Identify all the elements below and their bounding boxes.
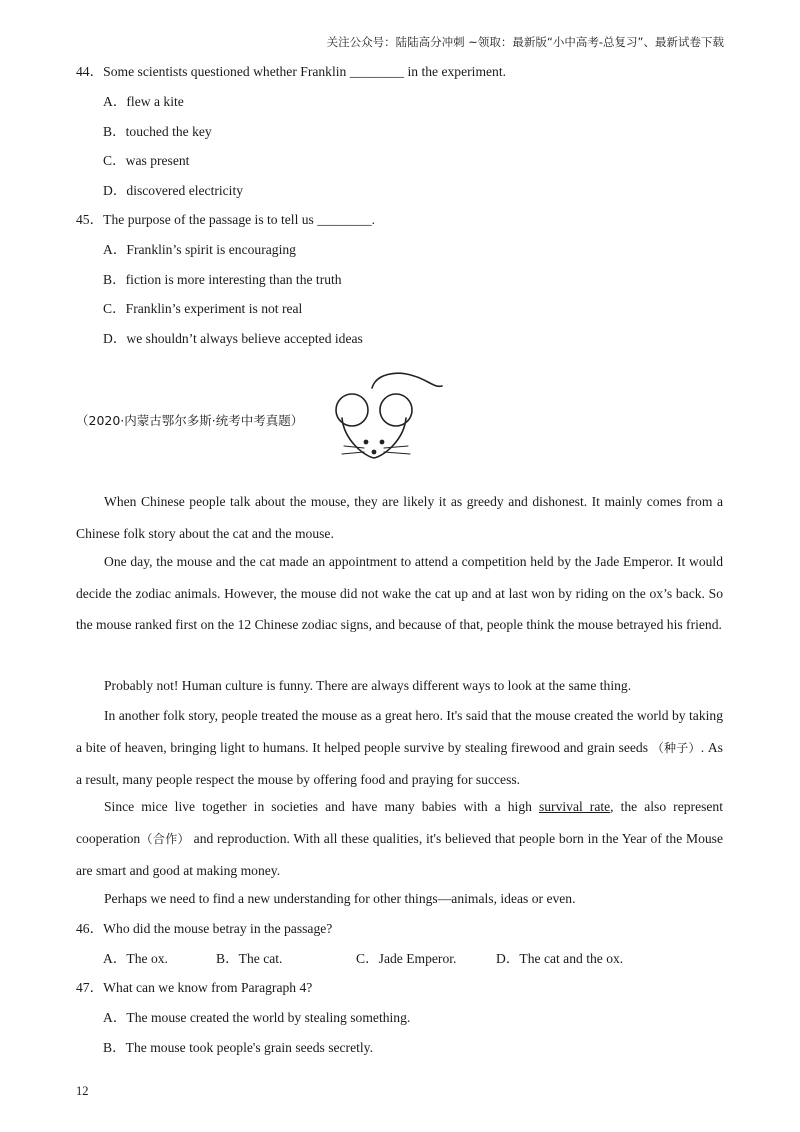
underlined-term: survival rate	[538, 799, 611, 814]
question-46-option-a: A．The ox.	[103, 951, 168, 966]
question-44-option-b: B．touched the key	[103, 124, 212, 139]
question-47-option-b: B．The mouse took people's grain seeds secretly.	[103, 1040, 373, 1055]
question-46-stem: 46．Who did the mouse betray in the passage?	[76, 921, 333, 936]
question-44-stem: 44．Some scientists questioned whether Franklin ________ in the experiment.	[76, 64, 507, 79]
paragraph-4-gloss: （种子）	[651, 740, 701, 755]
paragraph-4-text-a: In another folk story, people treated the mouse as a great hero. It's said that the mouse created the world by taking a bite of heaven, bringing light to humans. It helped people survive by stealing firewood and grain seeds	[76, 708, 723, 755]
page-number: 12	[76, 1084, 89, 1098]
mouse-illustration	[330, 366, 450, 466]
question-44-option-c: C．was present	[103, 153, 190, 168]
passage-paragraph-5	[76, 791, 723, 887]
question-46-options	[103, 950, 623, 968]
question-47-option-a: A．The mouse created the world by stealing something.	[103, 1010, 411, 1025]
passage-paragraph-3: Probably not! Human culture is funny. There are always different ways to look at the same thing.	[104, 678, 632, 693]
question-45-stem: 45．The purpose of the passage is to tell us ________.	[76, 212, 376, 227]
question-47-stem: 47．What can we know from Paragraph 4?	[76, 980, 313, 995]
question-46-option-c: C．Jade Emperor.	[356, 951, 457, 966]
passage-source: （2020·内蒙古鄂尔多斯·统考中考真题）	[76, 413, 304, 428]
question-44-option-d: D．discovered electricity	[103, 183, 244, 198]
passage-paragraph-1: When Chinese people talk about the mouse, they are likely it as greedy and dishonest. It mainly comes from a Chinese folk story about the cat and the mouse.	[76, 494, 723, 541]
question-44-option-a: A．flew a kite	[103, 94, 184, 109]
question-46-option-b: B．The cat.	[216, 951, 283, 966]
paragraph-5-text-b: , the also represent cooperation	[76, 799, 723, 846]
passage-paragraph-6: Perhaps we need to find a new understanding for other things—animals, ideas or even.	[104, 891, 576, 906]
paragraph-4-text-b: . As a result, many people respect the mouse by offering food and praying for success.	[76, 739, 723, 787]
question-45-option-d: D．we shouldn’t always believe accepted ideas	[103, 331, 363, 346]
passage-paragraph-4	[76, 700, 723, 796]
paragraph-5-text-c: and reproduction. With all these qualities, it's believed that people born in the Year of the Mouse are smart and good at making money.	[76, 830, 723, 878]
question-46-option-d: D．The cat and the ox.	[496, 951, 624, 966]
paragraph-5-gloss: （合作）	[140, 831, 190, 846]
question-45-option-a: A．Franklin’s spirit is encouraging	[103, 242, 296, 257]
question-45-option-c: C．Franklin’s experiment is not real	[103, 301, 303, 316]
page-header: 关注公众号：陆陆高分冲刺 ~领取：最新版“小中高考-总复习”、最新试卷下载	[326, 35, 724, 49]
paragraph-5-text-a: Since mice live together in societies and have many babies with a high	[104, 799, 539, 814]
question-45-option-b: B．fiction is more interesting than the truth	[103, 272, 342, 287]
passage-paragraph-2: One day, the mouse and the cat made an appointment to attend a competition held by the Jade Emperor. It would decide the zodiac animals. However, the mouse did not wake the cat up and at last won by riding on the ox’s back. So the mouse ranked first on the 12 Chinese zodiac signs, and because of that, people think the mouse betrayed his friend.	[76, 554, 723, 632]
